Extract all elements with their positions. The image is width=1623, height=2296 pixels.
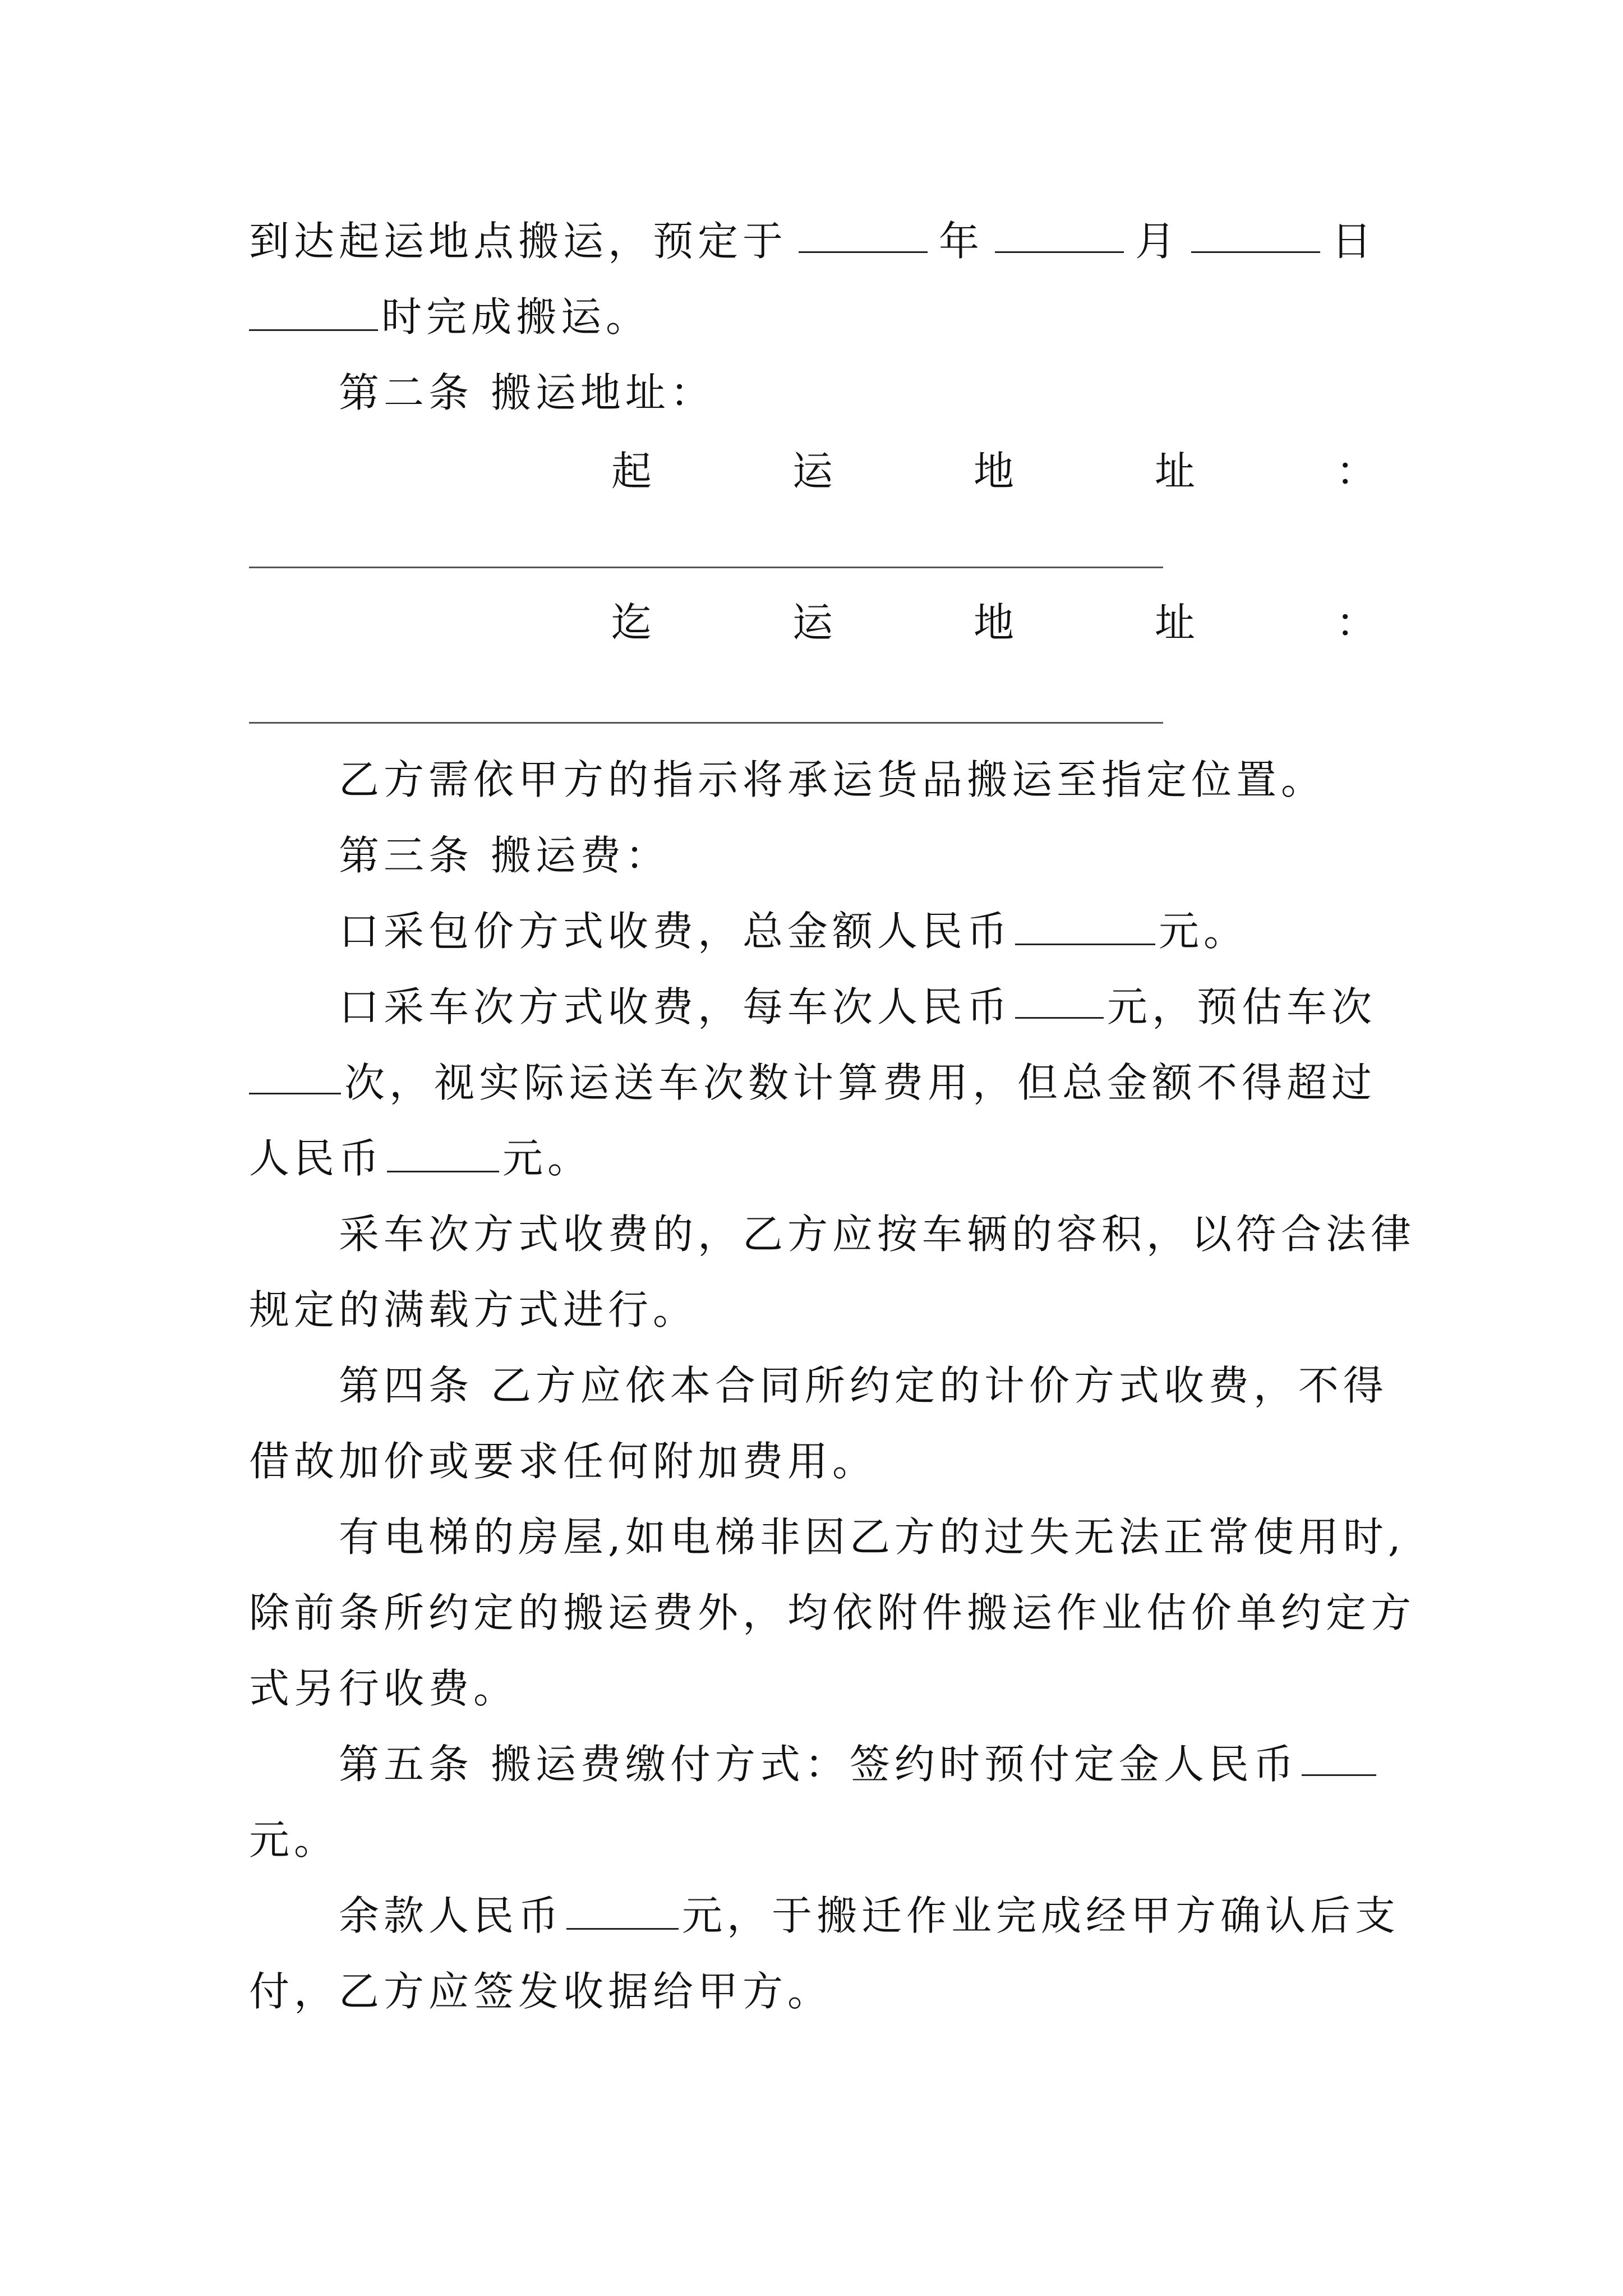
- blank-month[interactable]: [995, 213, 1124, 253]
- text-line-package-price: [339, 903, 1466, 959]
- article-3-heading: 第三条 搬运费：: [339, 832, 670, 879]
- text-segment: 日: [1331, 218, 1376, 265]
- origin-address-blank[interactable]: [249, 567, 1163, 568]
- text-segment: 到达起运地点搬运，预定于: [249, 218, 788, 265]
- text-line: 有电梯的房屋,如电梯非因乙方的过失无法正常使用时,: [339, 1513, 1405, 1561]
- text-segment: 元。: [1159, 908, 1249, 955]
- text-segment: 余款人民币: [339, 1892, 564, 1939]
- char: ：: [1335, 448, 1376, 495]
- text-line-balance: [339, 1888, 1400, 1944]
- char: 迄: [611, 599, 652, 646]
- char: ：: [1335, 599, 1376, 646]
- char: 址: [1154, 599, 1195, 646]
- text-line: 付，乙方应签发收据给甲方。: [249, 1968, 833, 2015]
- destination-address-label: [611, 595, 1376, 651]
- text-segment: 第五条 搬运费缴付方式：签约时预付定金人民币: [339, 1741, 1298, 1788]
- blank-balance-amount[interactable]: [566, 1890, 679, 1930]
- text-segment: 元。: [502, 1135, 593, 1182]
- blank-day[interactable]: [1191, 213, 1320, 253]
- blank-max-amount[interactable]: [387, 1133, 499, 1172]
- text-line: 乙方需依甲方的指示将承运货品搬运至指定位置。: [339, 756, 1326, 803]
- text-segment: 人民币: [249, 1135, 384, 1182]
- text-segment: 月: [1135, 218, 1180, 265]
- text-line-per-trip: [339, 979, 1376, 1035]
- char: 运: [792, 599, 833, 646]
- text-line: [249, 1055, 1376, 1111]
- blank-trip-count[interactable]: [249, 1055, 341, 1094]
- char: 起: [611, 448, 652, 495]
- text-line-schedule: [249, 213, 1376, 269]
- blank-hour[interactable]: [249, 291, 378, 331]
- blank-year[interactable]: [799, 213, 928, 253]
- text-segment: 元，预估车次: [1106, 983, 1376, 1030]
- article-2-heading: 第二条 搬运地址：: [339, 369, 715, 416]
- text-line: 采车次方式收费的，乙方应按车辆的容积，以符合法律: [339, 1211, 1416, 1258]
- blank-deposit-amount[interactable]: [1302, 1736, 1376, 1776]
- text-segment: 口采包价方式收费，总金额人民币: [339, 908, 1012, 955]
- origin-address-label: [611, 443, 1376, 499]
- text-line: [249, 1130, 1376, 1186]
- text-segment: 时完成搬运。: [381, 293, 651, 341]
- blank-per-trip-amount[interactable]: [1015, 979, 1104, 1019]
- char: 地: [973, 599, 1014, 646]
- text-segment: 次，视实际运送车次数计算费用，但总金额不得超过: [344, 1059, 1376, 1106]
- text-line: 规定的满载方式进行。: [249, 1286, 698, 1333]
- text-segment: 元，于搬迁作业完成经甲方确认后支: [682, 1892, 1400, 1939]
- blank-total-amount[interactable]: [1015, 905, 1155, 945]
- text-line: 元。: [249, 1816, 339, 1864]
- text-segment: 口采车次方式收费，每车次人民币: [339, 983, 1012, 1030]
- char: 址: [1154, 448, 1195, 495]
- text-line-completion: [249, 289, 1376, 345]
- article-4-text: 第四条 乙方应依本合同所约定的计价方式收费，不得: [339, 1362, 1388, 1409]
- text-line: 除前条所约定的搬运费外，均依附件搬运作业估价单约定方: [249, 1589, 1416, 1636]
- text-line: 借故加价或要求任何附加费用。: [249, 1438, 878, 1485]
- text-segment: 年: [938, 218, 984, 265]
- text-line: 式另行收费。: [249, 1665, 519, 1712]
- destination-address-blank[interactable]: [249, 722, 1163, 724]
- char: 运: [792, 448, 833, 495]
- article-5-text: [339, 1736, 1376, 1792]
- char: 地: [973, 448, 1014, 495]
